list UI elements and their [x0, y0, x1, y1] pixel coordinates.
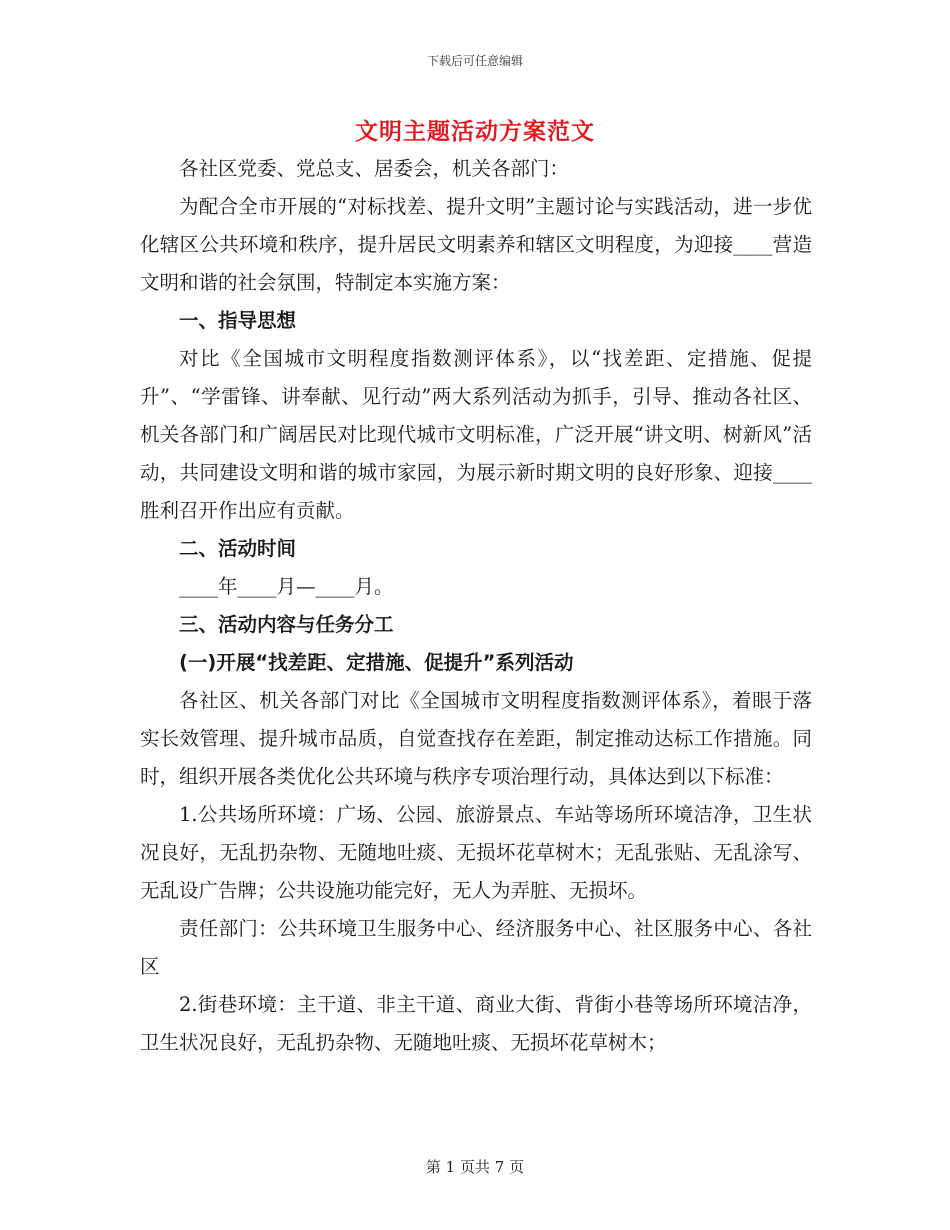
salutation: 各社区党委、党总支、居委会，机关各部门：: [179, 157, 570, 180]
page-header: 下载后可任意编辑: [426, 54, 523, 68]
section-heading-activity-content: 三、活动内容与任务分工: [179, 613, 394, 636]
section-paragraph-guiding-ideology: 对比《全国城市文明程度指数测评体系》，以“找差距、定措施、促提升”、“学雷锋、讲奉献、见行动”两大系列活动为抓手，引导、推动各社区、机关各部门和广阔居民对比现代城市文明标准，广泛开展“讲文明、树新风”活动，共同建设文明和谐的城市家园，为展示新时期文明的良好形象、迎接____胜利召开作出应有贡献。: [140, 347, 812, 522]
section-heading-guiding-ideology: 一、指导思想: [179, 309, 297, 332]
responsibility-public-places: 责任部门：公共环境卫生服务中心、经济服务中心、社区服务中心、各社区: [140, 917, 812, 978]
page-number: 第 1 页共 7 页: [425, 1158, 525, 1176]
section-paragraph-activity-time: ____年____月—____月。: [179, 575, 394, 598]
intro-paragraph: 为配合全市开展的“对标找差、提升文明”主题讨论与实践活动，进一步优化辖区公共环境和秩序，提升居民文明素养和辖区文明程度，为迎接____营造文明和谐的社会氛围，特制定本实施方案：: [140, 195, 812, 294]
subsection-heading-1: (一)开展“找差距、定措施、促提升”系列活动: [179, 651, 574, 674]
subsection-paragraph-1: 各社区、机关各部门对比《全国城市文明程度指数测评体系》，着眼于落实长效管理、提升城市品质，自觉查找存在差距，制定推动达标工作措施。同时，组织开展各类优化公共环境与秩序专项治理行动，具体达到以下标准：: [140, 689, 812, 788]
document-body: [140, 150, 812, 1062]
document-title: 文明主题活动方案范文: [355, 118, 595, 145]
section-heading-activity-time: 二、活动时间: [179, 537, 297, 560]
list-item-street-environment: 2.街巷环境：主干道、非主干道、商业大街、背街小巷等场所环境洁净，卫生状况良好，无乱扔杂物、无随地吐痰、无损坏花草树木；: [140, 993, 812, 1054]
list-item-public-places: 1.公共场所环境：广场、公园、旅游景点、车站等场所环境洁净，卫生状况良好，无乱扔杂物、无随地吐痰、无损坏花草树木；无乱张贴、无乱涂写、无乱设广告牌；公共设施功能完好，无人为弄脏、无损坏。: [140, 803, 812, 902]
